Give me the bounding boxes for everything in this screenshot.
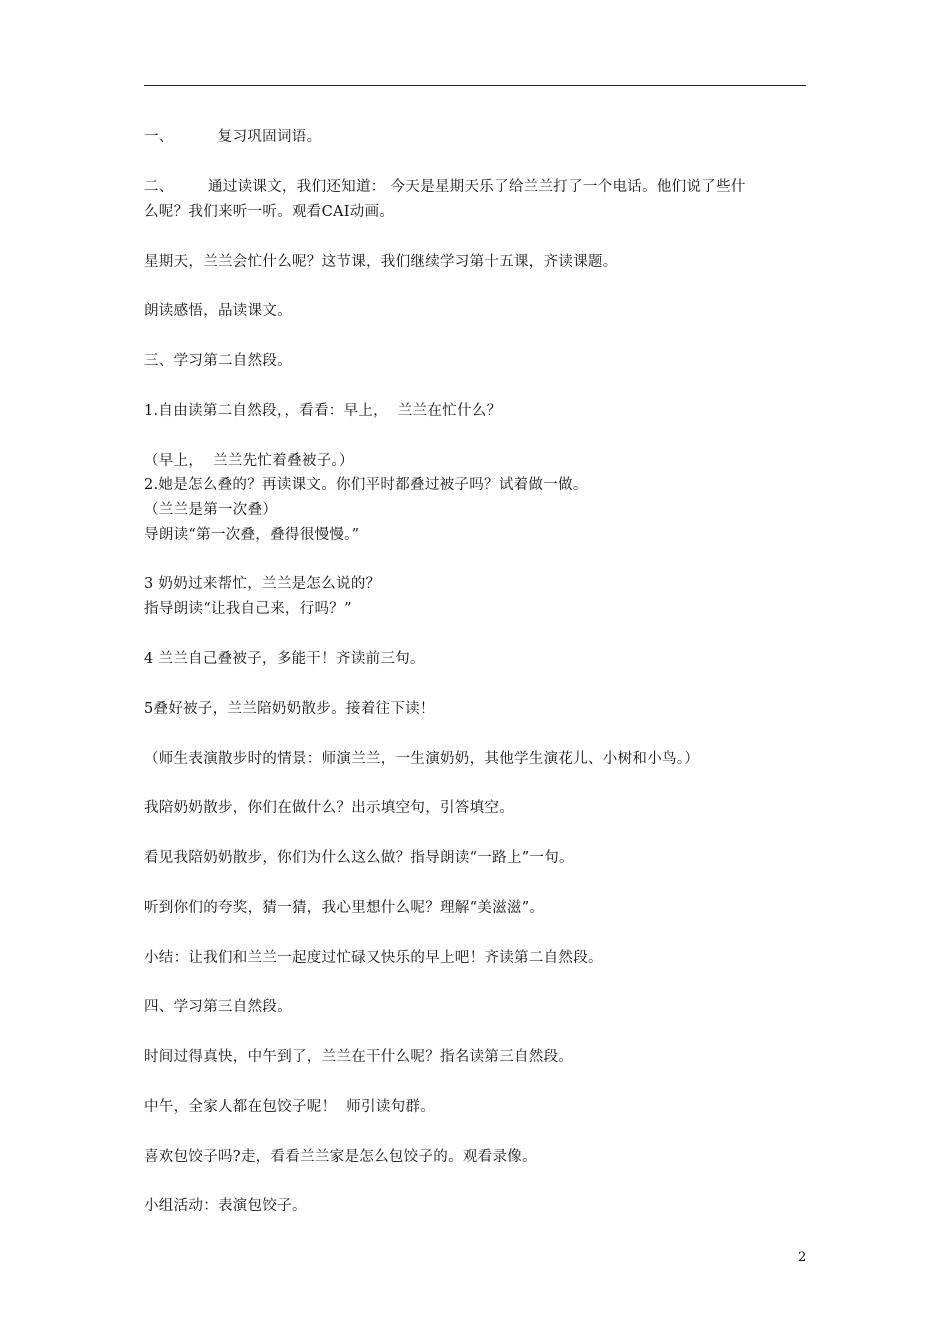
text-line: 朗读感悟，品读课文。 — [144, 303, 292, 319]
text-line: 听到你们的夸奖，猜一猜，我心里想什么呢？理解“美滋滋”。 — [144, 900, 545, 916]
text-line: 2.她是怎么叠的？再读课文。你们平时都叠过被子吗？试着做一做。 — [144, 477, 588, 493]
text-line: 么呢？我们来听一听。观看CAI动画。 — [144, 204, 395, 220]
text-line: 导朗读“第一次叠，叠得很慢慢。” — [144, 527, 360, 543]
section-heading: 四、学习第三自然段。 — [144, 999, 292, 1015]
text-line: 1.自由读第二自然段，，看看：早上， 兰兰在忙什么？ — [144, 403, 502, 419]
text-line: （师生表演散步时的情景：师演兰兰，一生演奶奶，其他学生演花儿、小树和小鸟。） — [144, 751, 700, 767]
text-line: 星期天，兰兰会忙什么呢？这节课，我们继续学习第十五课，齐读课题。 — [144, 254, 618, 270]
page-number: 2 — [798, 1250, 807, 1265]
text-line: 小组活动：表演包饺子。 — [144, 1198, 307, 1214]
header-rule — [144, 85, 806, 86]
text-line: 5叠好被子，兰兰陪奶奶散步。接着往下读！ — [144, 701, 435, 717]
text-line: 3 奶奶过来帮忙，兰兰是怎么说的？ — [144, 576, 381, 592]
text-line: 时间过得真快，中午到了，兰兰在干什么呢？指名读第三自然段。 — [144, 1049, 574, 1065]
section-heading: 三、学习第二自然段。 — [144, 353, 292, 369]
text-line: 指导朗读“让我自己来，行吗？” — [144, 601, 352, 617]
text-line: 看见我陪奶奶散步，你们为什么这么做？指导朗读“一路上”一句。 — [144, 850, 574, 866]
text-line: 小结：让我们和兰兰一起度过忙碌又快乐的早上吧！齐读第二自然段。 — [144, 950, 603, 966]
text-line: 二、 通过读课文，我们还知道： 今天是星期天乐了给兰兰打了一个电话。他们说了些什 — [144, 179, 746, 195]
text-line: （兰兰是第一次叠） — [144, 502, 278, 518]
text-line: 喜欢包饺子吗?走，看看兰兰家是怎么包饺子的。观看录像。 — [144, 1149, 537, 1165]
text-line: 一、 复习巩固词语。 — [144, 129, 322, 145]
text-line: 我陪奶奶散步，你们在做什么？出示填空句，引答填空。 — [144, 800, 514, 816]
text-line: （早上， 兰兰先忙着叠被子。） — [144, 453, 354, 469]
text-line: 中午，全家人都在包饺子呢！ 师引读句群。 — [144, 1099, 436, 1115]
text-line: 4 兰兰自己叠被子，多能干！齐读前三句。 — [144, 651, 425, 667]
